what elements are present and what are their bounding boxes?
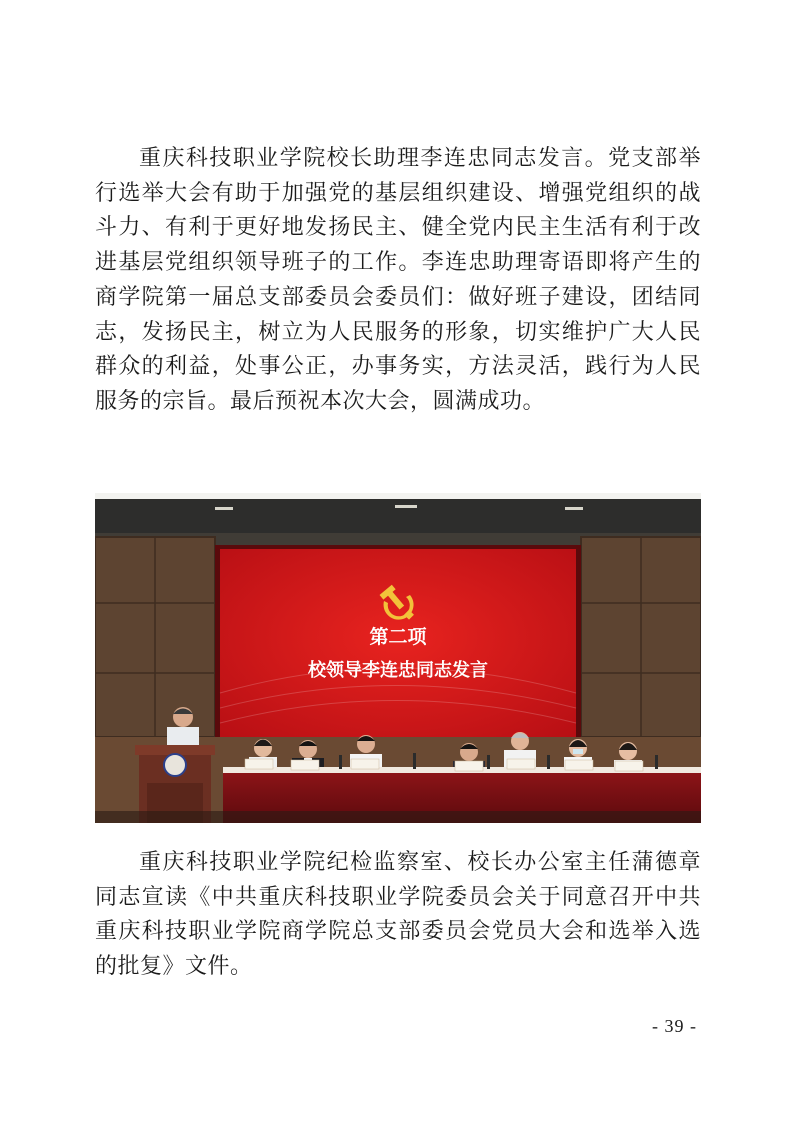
- paragraph-document-reading: 重庆科技职业学院纪检监察室、校长办公室主任蒲德章同志宣读《中共重庆科技职业学院委员会关于同意召开中共重庆科技职业学院商学院总支部委员会党员大会和选举入选的批复》文件。: [95, 850, 701, 980]
- screen-title-line2: 校领导李连忠同志发言: [308, 660, 488, 681]
- paragraph-speech: 重庆科技职业学院校长助理李连忠同志发言。党支部举行选举大会有助于加强党的基层组织建设、增强党组织的战斗力、有利于更好地发扬民主、健全党内民主生活有利于改进基层党组织领导班子的工作。李连忠助理寄语即将产生的商学院第一届总支部委员会委员们：做好班子建设，团结同志，发扬民主，树立为人民服务的形象，切实维护广大人民群众的利益，处事公正，办事务实，方法灵活，践行为人民服务的宗旨。最后预祝本次大会，圆满成功。: [95, 146, 701, 414]
- screen-title-line1: 第二项: [369, 626, 427, 648]
- meeting-photo: [95, 493, 701, 823]
- page-number: - 39 -: [652, 1016, 697, 1036]
